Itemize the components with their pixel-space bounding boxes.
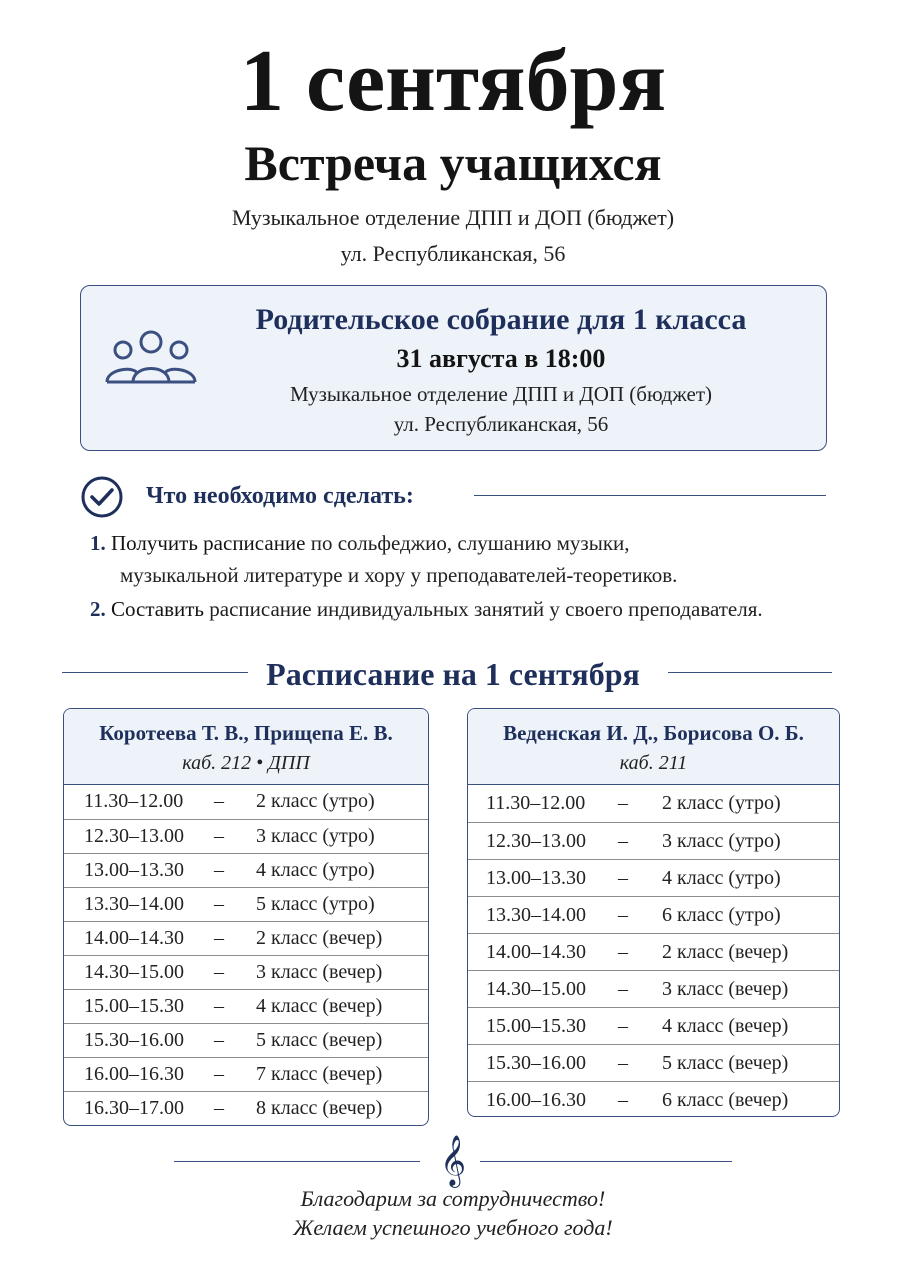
- table-row: [64, 955, 428, 989]
- table-row: [64, 921, 428, 955]
- divider: [480, 1161, 732, 1162]
- venue-text: Музыкальное отделение ДПП и ДОП (бюджет): [231, 205, 675, 230]
- table-room: каб. 212 • ДПП: [182, 752, 310, 774]
- dash: –: [214, 790, 224, 812]
- todo-number: 1.: [90, 531, 106, 555]
- todo-item-2: [90, 592, 763, 626]
- table-row: [64, 785, 428, 819]
- address-text: ул. Республиканская, 56: [340, 241, 566, 266]
- dash: –: [618, 1089, 628, 1111]
- class-cell: 5 класс (утро): [256, 893, 375, 915]
- todo-item-1: [90, 526, 630, 560]
- divider: [474, 495, 826, 496]
- time-cell: 11.30–12.00: [84, 790, 184, 812]
- time-cell: 13.00–13.30: [486, 867, 586, 889]
- class-cell: 3 класс (вечер): [662, 978, 789, 1000]
- dash: –: [214, 1029, 224, 1051]
- table-header: [468, 709, 839, 785]
- class-cell: 4 класс (утро): [662, 867, 781, 889]
- table-row: [64, 819, 428, 853]
- todo-action: Получить расписание: [111, 531, 306, 555]
- people-group-icon: [101, 326, 201, 386]
- todo-action: Составить: [111, 597, 205, 621]
- table-body: [64, 785, 428, 1125]
- table-row: [468, 822, 839, 859]
- table-row: [64, 887, 428, 921]
- todo-text: по сольфеджио, слушанию музыки,: [305, 531, 630, 555]
- table-row: [64, 1091, 428, 1125]
- wish-text: Желаем успешного учебного года!: [293, 1215, 613, 1240]
- time-cell: 15.30–16.00: [84, 1029, 184, 1051]
- dash: –: [618, 941, 628, 963]
- table-row: [468, 859, 839, 896]
- time-cell: 16.30–17.00: [84, 1097, 184, 1119]
- dash: –: [214, 859, 224, 881]
- time-cell: 16.00–16.30: [486, 1089, 586, 1111]
- dash: –: [214, 893, 224, 915]
- time-cell: 15.30–16.00: [486, 1052, 586, 1074]
- class-cell: 2 класс (утро): [662, 792, 781, 814]
- meeting-date: 31 августа в 18:00: [396, 344, 606, 373]
- check-circle-icon: [80, 475, 124, 519]
- class-cell: 3 класс (утро): [256, 825, 375, 847]
- table-row: [468, 1044, 839, 1081]
- time-cell: 12.30–13.00: [486, 830, 586, 852]
- time-cell: 13.30–14.00: [84, 893, 184, 915]
- class-cell: 4 класс (вечер): [662, 1015, 789, 1037]
- class-cell: 5 класс (вечер): [662, 1052, 789, 1074]
- time-cell: 14.30–15.00: [84, 961, 184, 983]
- table-row: [468, 933, 839, 970]
- dash: –: [214, 961, 224, 983]
- dash: –: [214, 825, 224, 847]
- time-cell: 14.30–15.00: [486, 978, 586, 1000]
- dash: –: [618, 792, 628, 814]
- class-cell: 3 класс (утро): [662, 830, 781, 852]
- table-body: [468, 785, 839, 1117]
- meeting-title: Родительское собрание для 1 класса: [255, 303, 747, 336]
- time-cell: 16.00–16.30: [84, 1063, 184, 1085]
- dash: –: [618, 867, 628, 889]
- time-cell: 12.30–13.00: [84, 825, 184, 847]
- page-subtitle: Встреча учащихся: [244, 135, 662, 191]
- class-cell: 4 класс (вечер): [256, 995, 383, 1017]
- dash: –: [618, 1015, 628, 1037]
- divider: [668, 672, 832, 673]
- dash: –: [214, 1063, 224, 1085]
- dash: –: [618, 830, 628, 852]
- class-cell: 6 класс (вечер): [662, 1089, 789, 1111]
- class-cell: 7 класс (вечер): [256, 1063, 383, 1085]
- table-row: [468, 896, 839, 933]
- page-title: 1 сентября: [239, 33, 667, 130]
- class-cell: 4 класс (утро): [256, 859, 375, 881]
- dash: –: [618, 1052, 628, 1074]
- class-cell: 2 класс (вечер): [256, 927, 383, 949]
- time-cell: 15.00–15.30: [84, 995, 184, 1017]
- time-cell: 11.30–12.00: [486, 792, 586, 814]
- time-cell: 14.00–14.30: [486, 941, 586, 963]
- table-row: [64, 1023, 428, 1057]
- meeting-address: ул. Республиканская, 56: [393, 412, 609, 436]
- todo-heading: Что необходимо сделать:: [146, 483, 414, 509]
- meeting-venue: Музыкальное отделение ДПП и ДОП (бюджет): [289, 382, 713, 406]
- class-cell: 5 класс (вечер): [256, 1029, 383, 1051]
- table-row: [64, 1057, 428, 1091]
- table-row: [468, 1081, 839, 1117]
- todo-text: музыкальной литературе и хору у преподавателей-теоретиков.: [120, 563, 678, 587]
- table-header: [64, 709, 428, 785]
- table-teachers: Коротеева Т. В., Прищепа Е. В.: [99, 721, 393, 745]
- table-room: каб. 211: [619, 752, 688, 774]
- class-cell: 2 класс (утро): [256, 790, 375, 812]
- class-cell: 6 класс (утро): [662, 904, 781, 926]
- time-cell: 15.00–15.30: [486, 1015, 586, 1037]
- time-cell: 14.00–14.30: [84, 927, 184, 949]
- todo-number: 2.: [90, 597, 106, 621]
- table-teachers: Веденская И. Д., Борисова О. Б.: [503, 721, 804, 745]
- dash: –: [214, 927, 224, 949]
- table-row: [468, 970, 839, 1007]
- parent-meeting-box: [80, 285, 827, 451]
- class-cell: 2 класс (вечер): [662, 941, 789, 963]
- time-cell: 13.00–13.30: [84, 859, 184, 881]
- schedule-table-left: [63, 708, 429, 1126]
- divider: [174, 1161, 420, 1162]
- dash: –: [618, 904, 628, 926]
- schedule-table-right: [467, 708, 840, 1117]
- table-row: [468, 785, 839, 822]
- todo-text: расписание индивидуальных занятий у своего преподавателя.: [204, 597, 763, 621]
- treble-clef-icon: 𝄞: [439, 1135, 466, 1186]
- dash: –: [214, 1097, 224, 1119]
- table-row: [64, 853, 428, 887]
- class-cell: 3 класс (вечер): [256, 961, 383, 983]
- todo-item-1-continued: [120, 558, 677, 592]
- schedule-heading: Расписание на 1 сентября: [266, 656, 640, 692]
- table-row: [468, 1007, 839, 1044]
- table-row: [64, 989, 428, 1023]
- time-cell: 13.30–14.00: [486, 904, 586, 926]
- class-cell: 8 класс (вечер): [256, 1097, 383, 1119]
- thanks-text: Благодарим за сотрудничество!: [300, 1186, 606, 1211]
- dash: –: [214, 995, 224, 1017]
- dash: –: [618, 978, 628, 1000]
